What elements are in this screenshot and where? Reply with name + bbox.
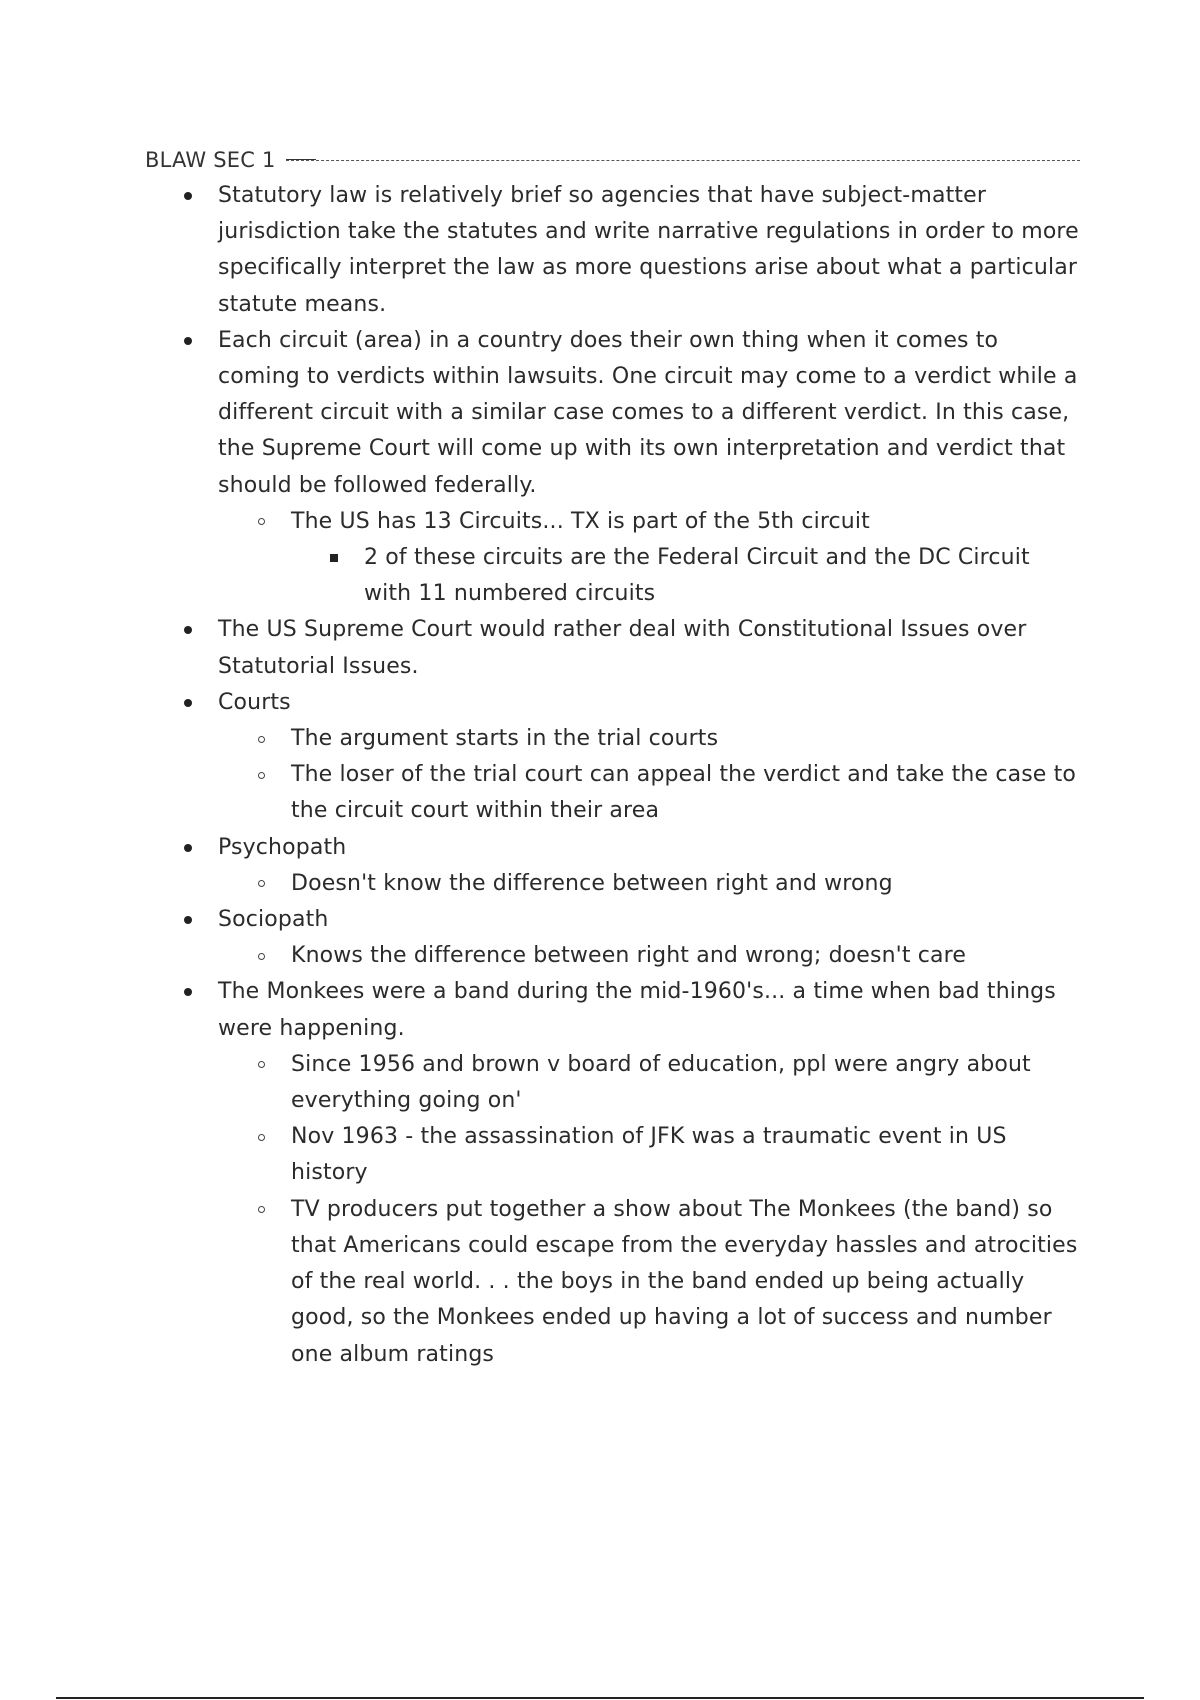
- notes-list: [0, 178, 1200, 1373]
- bullet-dot-icon: [178, 685, 198, 721]
- bullet-dot-icon: [178, 612, 198, 648]
- bullet-dot-icon: [178, 323, 198, 359]
- note-item: [218, 685, 1080, 721]
- note-text: The US Supreme Court would rather deal with Constitutional Issues over Statutorial Issues.: [218, 617, 1027, 679]
- note-text: Doesn't know the difference between right and wrong: [291, 870, 893, 896]
- note-subitem: [291, 1047, 1080, 1119]
- note-text: The Monkees were a band during the mid-1960's... a time when bad things were happening.: [218, 979, 1056, 1041]
- bullet-dot-icon: [178, 902, 198, 938]
- footer-divider: [56, 1697, 1144, 1699]
- bullet-circle-icon: [251, 866, 271, 902]
- section-title: BLAW SEC 1: [145, 148, 276, 172]
- note-text: Sociopath: [218, 907, 329, 933]
- note-item: [218, 902, 1080, 938]
- note-item: [218, 830, 1080, 866]
- note-item: [218, 178, 1080, 323]
- note-item: [218, 323, 1080, 504]
- bullet-dot-icon: [178, 830, 198, 866]
- note-item: [218, 974, 1080, 1046]
- section-header: [145, 148, 1080, 172]
- note-subitem: [291, 1119, 1080, 1191]
- note-subitem: [291, 757, 1080, 829]
- note-text: Courts: [218, 689, 291, 715]
- note-text: Psychopath: [218, 834, 347, 860]
- note-text: 2 of these circuits are the Federal Circuit and the DC Circuit with 11 numbered circuits: [364, 545, 1030, 607]
- note-item: [218, 612, 1080, 684]
- note-subsubitem: [364, 540, 1080, 612]
- note-text: Nov 1963 - the assassination of JFK was a traumatic event in US history: [291, 1124, 1007, 1186]
- note-text: Knows the difference between right and wrong; doesn't care: [291, 943, 967, 969]
- note-subitem: [291, 866, 1080, 902]
- note-subitem: [291, 721, 1080, 757]
- bullet-circle-icon: [251, 757, 271, 793]
- header-divider: [286, 160, 1080, 161]
- bullet-dot-icon: [178, 178, 198, 214]
- bullet-dot-icon: [178, 974, 198, 1010]
- note-subitem: [291, 938, 1080, 974]
- note-text: Each circuit (area) in a country does their own thing when it comes to coming to verdicts within lawsuits. One circuit may come to a verdict while a different circuit with a similar case comes to a different verdict. In this case, the Supreme Court will come up with its own interpretation and verdict that should be followed federally.: [218, 327, 1078, 498]
- bullet-circle-icon: [251, 1047, 271, 1083]
- bullet-circle-icon: [251, 1192, 271, 1228]
- bullet-circle-icon: [251, 721, 271, 757]
- note-text: Statutory law is relatively brief so agencies that have subject-matter jurisdiction take the statutes and write narrative regulations in order to more specifically interpret the law as more questions arise about what a particular statute means.: [218, 183, 1079, 317]
- bullet-square-icon: [324, 540, 344, 576]
- bullet-circle-icon: [251, 1119, 271, 1155]
- note-text: The loser of the trial court can appeal the verdict and take the case to the circuit court within their area: [291, 762, 1077, 824]
- note-subitem: [291, 504, 1080, 540]
- bullet-circle-icon: [251, 504, 271, 540]
- note-text: Since 1956 and brown v board of education, ppl were angry about everything going on': [291, 1051, 1031, 1114]
- note-text: The US has 13 Circuits... TX is part of the 5th circuit: [291, 508, 870, 534]
- bullet-circle-icon: [251, 938, 271, 974]
- note-text: TV producers put together a show about The Monkees (the band) so that Americans could escape from the everyday hassles and atrocities of the real world. . . the boys in the band ended up being actually good, so the Monkees ended up having a lot of success and number one album ratings: [291, 1196, 1078, 1367]
- note-text: The argument starts in the trial courts: [291, 726, 719, 752]
- note-subitem: [291, 1192, 1080, 1373]
